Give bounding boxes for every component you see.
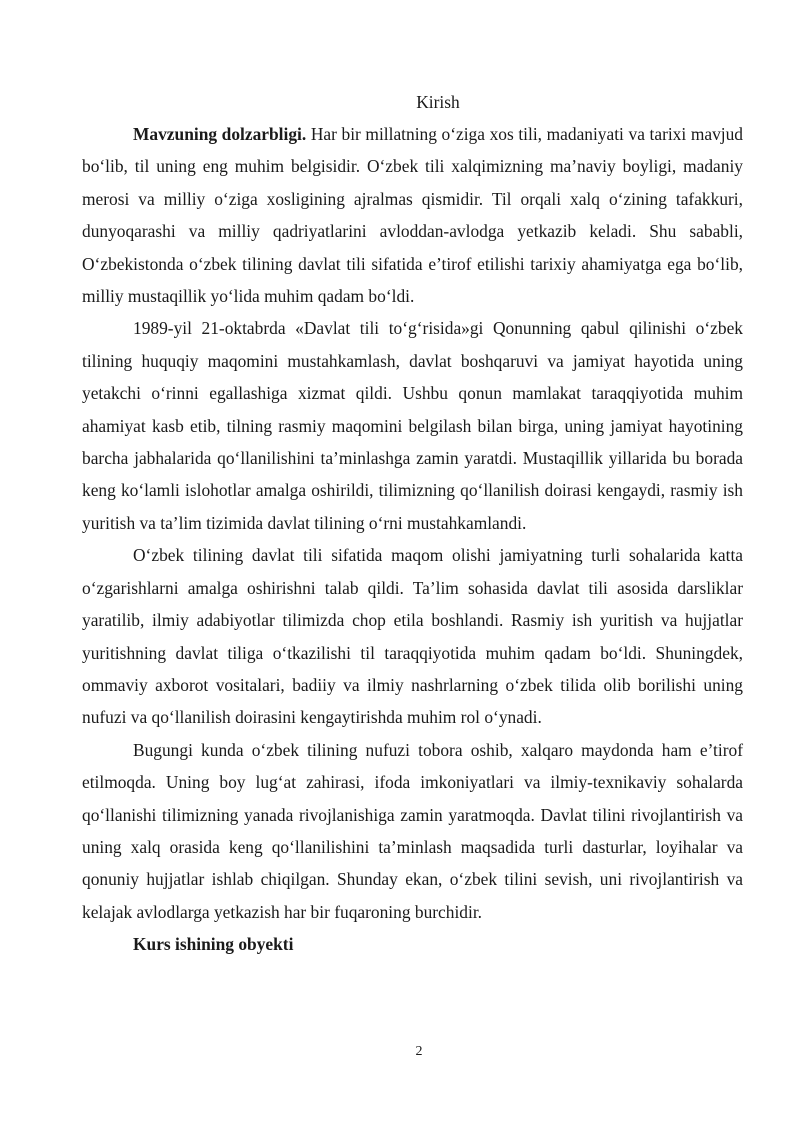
paragraph-today: Bugungi kunda o‘zbek tilining nufuzi tobora oshib, xalqaro maydonda ham e’tirof etilmoqda. Uning boy lug‘at zahirasi, ifoda imkoniyatlari va ilmiy-texnikaviy sohalarda qo‘llanishi tilimizning yanada rivojlanishiga zamin yaratmoqda. Davlat tilini rivojlantirish va uning xalq orasida keng qo‘llanilishini ta’minlash maqsadida turli dasturlar, loyihalar va qonuniy hujjatlar ishlab chiqilgan. Shunday ekan, o‘zbek tilini sevish, uni rivojlantirish va kelajak avlodlarga yetkazish har bir fuqaroning burchidir.: [82, 739, 743, 922]
document-body: [82, 118, 743, 961]
paragraph-law: 1989-yil 21-oktabrda «Davlat tili to‘g‘risida»gi Qonunning qabul qilinishi o‘zbek tilining huquqiy maqomini mustahkamlash, davlat boshqaruvi va jamiyat hayotida uning yetakchi o‘rinni egallashiga xizmat qildi. Ushbu qonun mamlakat taraqqiyotida muhim ahamiyat kasb etib, tilning rasmiy maqomini belgilash bilan birga, uning jamiyat hayotining barcha jabhalarida qo‘llanilishini ta’minlashga zamin yaratdi. Mustaqillik yillarida bu borada keng ko‘lamli islohotlar amalga oshirildi, tilimizning qo‘llanilish doirasi kengaydi, rasmiy ish yuritish va ta’lim tizimida davlat tilining o‘rni mustahkamlandi.: [82, 318, 743, 533]
section-heading: Kurs ishining obyekti: [133, 934, 294, 955]
paragraph-status: O‘zbek tilining davlat tili sifatida maqom olishi jamiyatning turli sohalarida katta o‘zgarishlarni amalga oshirishni talab qildi. Ta’lim sohasida davlat tili asosida darsliklar yaratilib, ilmiy adabiyotlar tilimizda chop etila boshlandi. Rasmiy ish yuritish va hujjatlar yuritishning davlat tiliga o‘tkazilishi til taraqqiyotida muhim qadam bo‘ldi. Shuningdek, ommaviy axborot vositalari, badiiy va ilmiy nashrlarning o‘zbek tilida olib borilishi uning nufuzi va qo‘llanilish doirasini kengaytirishda muhim rol o‘ynadi.: [82, 545, 743, 728]
page-title: Kirish: [416, 92, 460, 112]
paragraph-lead: Mavzuning dolzarbligi.: [133, 124, 307, 144]
paragraph-relevance: [82, 118, 743, 312]
page-number: 2: [415, 1044, 423, 1059]
paragraph-text: Har bir millatning o‘ziga xos tili, madaniyati va tarixi mavjud bo‘lib, til uning eng muhim belgisidir. O‘zbek tili xalqimizning ma’naviy boyligi, madaniy merosi va milliy o‘ziga xosligining ajralmas qismidir. Til orqali xalq o‘zining tafakkuri, dunyoqarashi va milliy qadriyatlarini avloddan-avlodga yetkazib keladi. Shu sababli, O‘zbekistonda o‘zbek tilining davlat tili sifatida e’tirof etilishi tarixiy ahamiyatga ega bo‘lib, milliy mustaqillik yo‘lida muhim qadam bo‘ldi.: [82, 124, 743, 307]
